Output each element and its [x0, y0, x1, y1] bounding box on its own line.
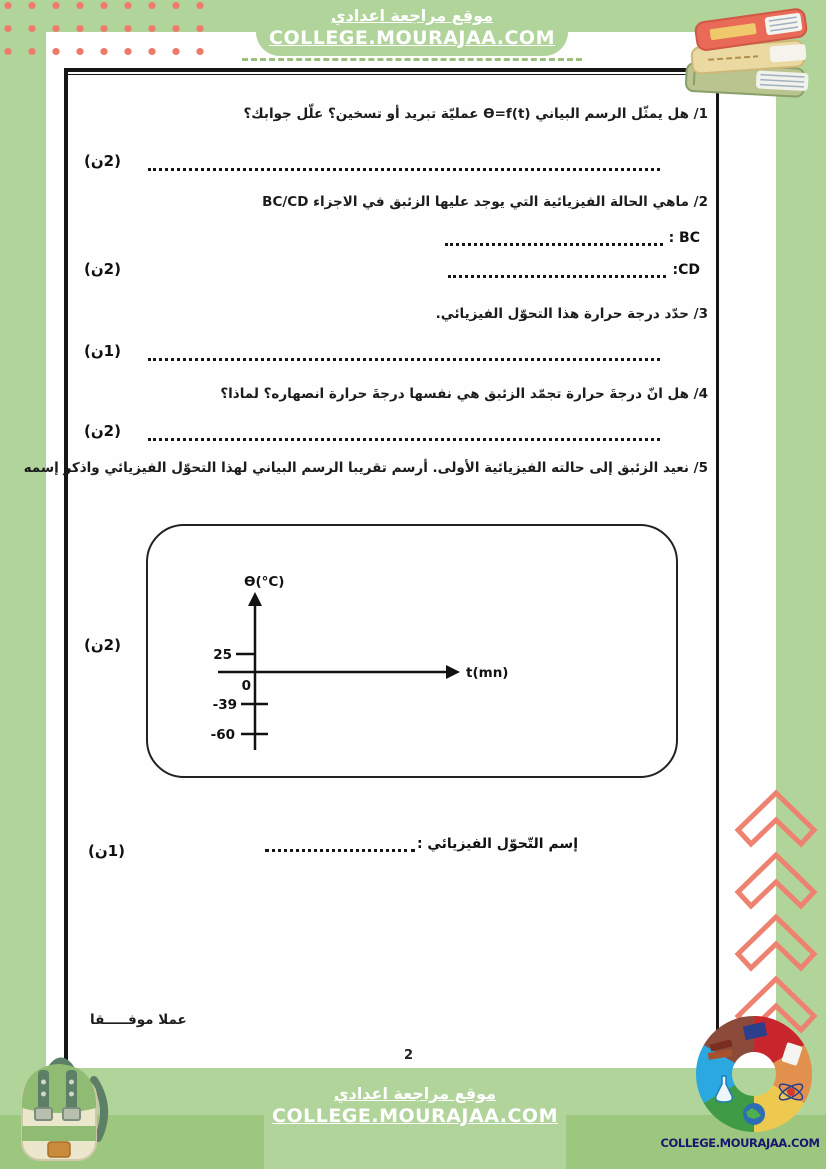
footer-site-name: موقع مراجعة اعدادي — [333, 1084, 497, 1103]
answer-line-name — [265, 836, 415, 852]
question-3-text: 3/ حدّد درجة حرارة هذا التحوّل الفيزيائي. — [435, 306, 708, 322]
books-illustration — [678, 4, 824, 106]
tick-label-0: 0 — [241, 678, 251, 694]
dots-decoration — [0, 0, 220, 60]
header-banner — [256, 0, 568, 56]
question-5-text: 5/ نعيد الزئبق إلى حالته الفيزيائية الأولى. أرسم تقريبا الرسم البياني لهذا التحوّل الفيزيائي واذكر إسمه — [23, 460, 708, 476]
question-1-text: 1/ هل يمثّل الرسم البياني Ɵ=f(t) عمليّة تبريد أو تسخين؟ علّل جوابك؟ — [243, 106, 708, 122]
mark-q3: (1ن) — [84, 342, 121, 360]
header-site-url: COLLEGE.MOURAJAA.COM — [269, 27, 555, 49]
question-2-text: 2/ ماهي الحالة الفيزيائية التي يوجد عليها الزئبق في الاجزاء BC/CD — [262, 194, 708, 210]
mark-q4: (2ن) — [84, 422, 121, 440]
footer-site-url: COLLEGE.MOURAJAA.COM — [272, 1105, 558, 1127]
page-number: 2 — [404, 1048, 414, 1063]
tick-label-neg60: -60 — [210, 727, 235, 743]
footer-banner — [264, 1072, 566, 1169]
tick-label-neg39: -39 — [212, 697, 237, 713]
mark-q2: (2ن) — [84, 260, 121, 278]
header-site-name: موقع مراجعة اعدادي — [330, 6, 494, 25]
mark-q1: (2ن) — [84, 152, 121, 170]
x-axis-arrow — [446, 665, 460, 679]
answer-line-q4 — [148, 426, 660, 441]
chevron-up-icon — [732, 912, 820, 972]
mark-q5-name: (1ن) — [88, 842, 125, 860]
graph-box — [146, 524, 678, 778]
answer-label-bc: BC : — [668, 230, 700, 246]
y-axis-arrow — [248, 592, 262, 606]
chevron-up-icon — [732, 850, 820, 910]
logo-caption: COLLEGE.MOURAJAA.COM — [660, 1136, 820, 1150]
closing-good-luck: عملا موفـــــقا — [90, 1012, 187, 1028]
empty-axes-chart — [148, 526, 676, 776]
answer-line-cd — [448, 262, 666, 278]
chevron-up-icon — [732, 788, 820, 848]
answer-line-bc — [445, 230, 663, 246]
tick-label-25: 25 — [213, 647, 232, 663]
logo-ring — [692, 1016, 816, 1136]
question-4-text: 4/ هل انّ درجةَ حرارة تجمّد الزئبق هي نفسها درجةَ حرارة انصهاره؟ لماذا؟ — [220, 386, 708, 402]
answer-line-q1 — [148, 156, 660, 171]
answer-label-cd: CD: — [672, 262, 700, 278]
header-dashed-line — [242, 58, 582, 61]
x-axis-label: t(mn) — [466, 665, 509, 681]
y-axis-label: Ɵ(°C) — [244, 574, 285, 590]
mark-q5-graph: (2ن) — [84, 636, 121, 654]
backpack-illustration — [6, 1040, 122, 1169]
answer-line-q3 — [148, 346, 660, 361]
transformation-name-label: إسم التّحوّل الفيزيائي : — [416, 836, 578, 852]
